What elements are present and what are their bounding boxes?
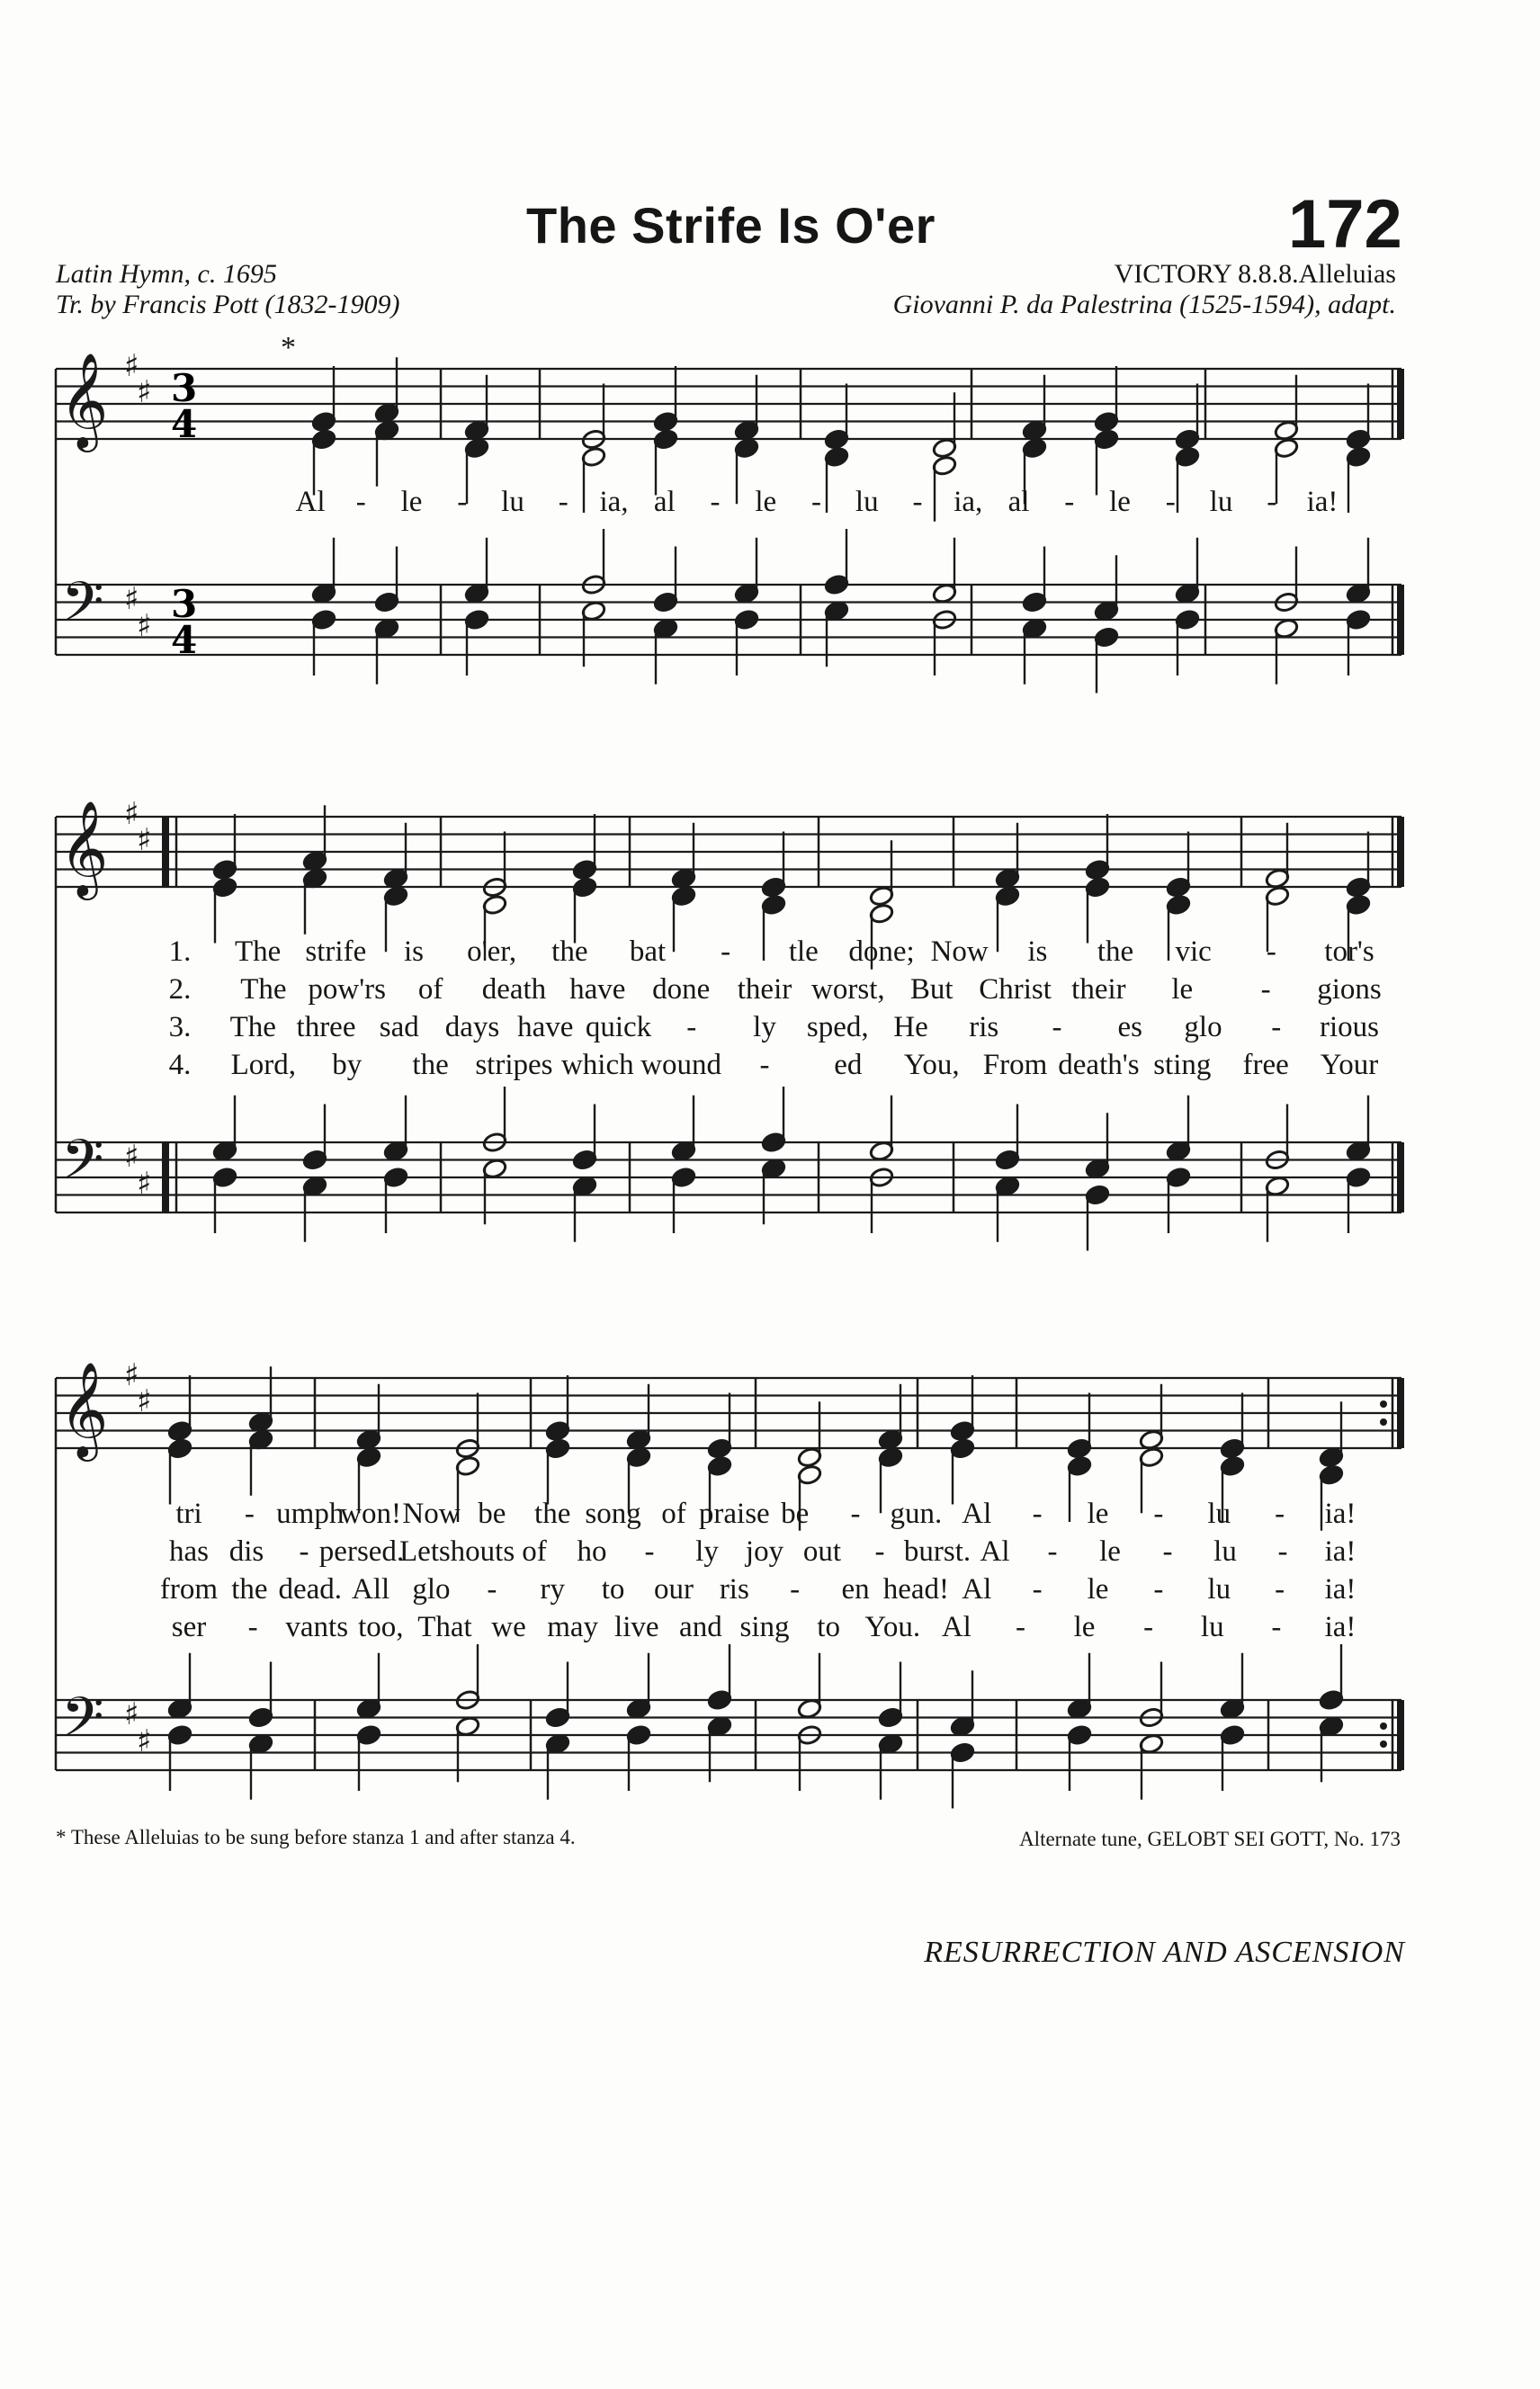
verse4-syllable: stripes <box>475 1049 553 1081</box>
verse4-syllable: death's <box>1058 1049 1140 1081</box>
verse3-syllable: He <box>893 1011 928 1043</box>
final-barline-thick <box>1397 1142 1404 1212</box>
verse1-syllable: of <box>661 1498 686 1530</box>
verse2-syllable: burst. <box>903 1535 971 1568</box>
sharp-sign: ♯ <box>137 608 152 644</box>
repeat-dot <box>1380 1722 1387 1730</box>
verse3-syllable: - <box>1052 1011 1062 1043</box>
verse1-syllable: be <box>478 1498 506 1530</box>
verse4-syllable: live <box>614 1611 659 1643</box>
verse3-syllable: our <box>653 1573 694 1606</box>
verse2-syllable: ia! <box>1324 1535 1356 1568</box>
verse3-syllable: glo <box>412 1573 451 1606</box>
verse3-syllable: The <box>229 1011 276 1043</box>
verse1-syllable: bat <box>629 935 667 968</box>
verse4-syllable: sing <box>739 1611 790 1643</box>
verse4-syllable: - <box>759 1049 770 1081</box>
treble-clef: 𝄞 <box>59 800 109 896</box>
verse4-syllable: You. <box>864 1611 921 1643</box>
verse1-syllable: The <box>235 935 282 968</box>
bass-clef: 𝄢 <box>61 1686 104 1763</box>
repeat-dot <box>1380 1400 1387 1408</box>
verse1-syllable: is <box>1027 935 1048 968</box>
verse2-syllable: their <box>1071 973 1126 1006</box>
verse2-syllable: le <box>1171 973 1194 1006</box>
verse3-syllable: the <box>231 1573 268 1606</box>
verse4-syllable: sting <box>1153 1049 1212 1081</box>
verse2-syllable: gions <box>1317 973 1382 1006</box>
alleluia-syllable: ia, <box>954 486 983 518</box>
final-barline-thick <box>1397 369 1404 439</box>
verse1-syllable: won! <box>340 1498 402 1530</box>
verse1-syllable: - <box>1275 1498 1285 1530</box>
verse1-syllable: lu <box>1207 1498 1231 1530</box>
verse2-syllable: le <box>1099 1535 1121 1568</box>
time-signature-top: 3 <box>171 582 198 626</box>
verse1-syllable: umph <box>276 1498 345 1530</box>
verse3-syllable: lu <box>1207 1573 1231 1606</box>
verse3-syllable: - <box>1032 1573 1043 1606</box>
verse2-syllable: 2. <box>168 973 192 1006</box>
verse2-syllable: - <box>1260 973 1271 1006</box>
verse3-syllable: have <box>517 1011 574 1043</box>
verse3-syllable: days <box>444 1011 500 1043</box>
verse3-syllable: - <box>487 1573 497 1606</box>
verse4-syllable: Your <box>1320 1049 1379 1081</box>
composer-credit: Giovanni P. da Palestrina (1525-1594), adapt. <box>892 290 1396 319</box>
sharp-sign: ♯ <box>137 822 152 858</box>
final-barline-thick <box>1397 1378 1404 1448</box>
section-heading: RESURRECTION AND ASCENSION <box>924 1936 1405 1969</box>
verse2-syllable: of <box>522 1535 547 1568</box>
verse1-syllable: 1. <box>168 935 192 968</box>
verse4-syllable: - <box>1271 1611 1282 1643</box>
alleluia-syllable: lu <box>855 486 879 518</box>
verse2-syllable: done <box>652 973 711 1006</box>
verse1-syllable: Al <box>962 1498 992 1530</box>
verse4-syllable: free <box>1242 1049 1289 1081</box>
verse4-syllable: le <box>1073 1611 1096 1643</box>
tune-meter: VICTORY 8.8.8.Alleluias <box>1114 259 1396 289</box>
verse1-syllable: o'er, <box>467 935 517 968</box>
verse1-syllable: strife <box>305 935 367 968</box>
alleluia-syllable: le <box>1109 486 1131 518</box>
time-signature-bottom: 4 <box>171 402 198 446</box>
verse2-syllable: lu <box>1213 1535 1237 1568</box>
verse3-syllable: ly <box>753 1011 776 1043</box>
alleluia-footnote: * These Alleluias to be sung before stanza 1 and after stanza 4. <box>56 1826 576 1848</box>
alleluia-syllable: - <box>1267 486 1277 518</box>
verse3-syllable: es <box>1117 1011 1142 1043</box>
bass-clef: 𝄢 <box>61 570 104 648</box>
verse3-syllable: head! <box>882 1573 950 1606</box>
verse4-syllable: the <box>412 1049 449 1081</box>
alleluia-syllable: - <box>811 486 821 518</box>
alleluia-syllable: Al <box>295 486 326 518</box>
verse2-syllable: Al <box>980 1535 1010 1568</box>
verse2-syllable: joy <box>745 1535 784 1568</box>
verse3-syllable: - <box>1275 1573 1285 1606</box>
verse1-syllable: - <box>721 935 731 968</box>
hymn-number: 172 <box>1288 186 1402 263</box>
verse2-syllable: death <box>481 973 547 1006</box>
final-barline-thick <box>1397 1700 1404 1770</box>
translator-credit: Tr. by Francis Pott (1832-1909) <box>56 290 400 319</box>
verse1-syllable: - <box>1266 935 1276 968</box>
verse4-syllable: - <box>1015 1611 1025 1643</box>
verse3-syllable: ry <box>540 1573 565 1606</box>
verse1-syllable: is <box>403 935 425 968</box>
verse4-syllable: Al <box>941 1611 971 1643</box>
verse1-syllable: ia! <box>1324 1498 1356 1530</box>
hymn-title: The Strife Is O'er <box>526 197 936 254</box>
verse2-syllable: The <box>240 973 287 1006</box>
verse2-syllable: Let <box>399 1535 439 1568</box>
verse3-syllable: ia! <box>1324 1573 1356 1606</box>
verse1-syllable: praise <box>698 1498 770 1530</box>
verse2-syllable: - <box>644 1535 655 1568</box>
verse1-syllable: the <box>1097 935 1134 968</box>
verse4-syllable: may <box>547 1611 599 1643</box>
alleluia-syllable: le <box>755 486 777 518</box>
verse1-syllable: - <box>1032 1498 1043 1530</box>
verse1-syllable: le <box>1087 1498 1109 1530</box>
verse2-syllable: - <box>1047 1535 1058 1568</box>
verse3-syllable: from <box>159 1573 219 1606</box>
verse1-syllable: tor's <box>1324 935 1374 968</box>
verse4-syllable: to <box>817 1611 840 1643</box>
verse4-syllable: wound <box>640 1049 722 1081</box>
alleluia-syllable: lu <box>501 486 524 518</box>
text-source: Latin Hymn, c. 1695 <box>56 259 277 289</box>
sharp-sign: ♯ <box>124 1139 139 1175</box>
verse3-syllable: rious <box>1320 1011 1379 1043</box>
verse3-syllable: ris <box>719 1573 749 1606</box>
verse2-syllable: shouts <box>438 1535 515 1568</box>
verse3-syllable: Al <box>962 1573 992 1606</box>
verse2-syllable: - <box>1162 1535 1173 1568</box>
verse2-syllable: worst, <box>811 973 885 1006</box>
alleluia-syllable: al <box>1007 486 1030 518</box>
final-barline-thick <box>1397 585 1404 655</box>
verse4-syllable: ia! <box>1324 1611 1356 1643</box>
sharp-sign: ♯ <box>137 374 152 410</box>
verse4-syllable: which <box>560 1049 634 1081</box>
verse3-syllable: 3. <box>168 1011 192 1043</box>
sharp-sign: ♯ <box>124 1696 139 1732</box>
treble-clef: 𝄞 <box>59 352 109 448</box>
verse4-syllable: vants <box>285 1611 349 1643</box>
verse1-syllable: - <box>1153 1498 1164 1530</box>
verse3-syllable: ris <box>969 1011 999 1043</box>
verse1-syllable: gun. <box>890 1498 943 1530</box>
alleluia-syllable: - <box>558 486 569 518</box>
verse4-syllable: From <box>982 1049 1048 1081</box>
repeat-barline-thick <box>162 817 169 887</box>
verse2-syllable: ly <box>695 1535 719 1568</box>
verse4-syllable: and <box>679 1611 722 1643</box>
verse1-syllable: tri <box>175 1498 202 1530</box>
verse4-syllable: Lord, <box>230 1049 297 1081</box>
footnote-asterisk: * <box>281 331 296 364</box>
sharp-sign: ♯ <box>137 1166 152 1202</box>
verse4-syllable: 4. <box>168 1049 192 1081</box>
verse2-syllable: - <box>299 1535 309 1568</box>
alleluia-syllable: - <box>1165 486 1176 518</box>
final-barline-thick <box>1397 817 1404 887</box>
verse2-syllable: have <box>569 973 626 1006</box>
verse4-syllable: too, <box>358 1611 404 1643</box>
verse2-syllable: dis <box>228 1535 264 1568</box>
alleluia-syllable: - <box>1064 486 1075 518</box>
verse2-syllable: - <box>874 1535 885 1568</box>
verse1-syllable: Now <box>930 935 989 968</box>
verse2-syllable: ho <box>577 1535 607 1568</box>
verse4-syllable: by <box>332 1049 363 1081</box>
alleluia-syllable: - <box>457 486 468 518</box>
sharp-sign: ♯ <box>124 348 139 384</box>
alleluia-syllable: al <box>653 486 676 518</box>
verse4-syllable: - <box>247 1611 258 1643</box>
alleluia-syllable: ia! <box>1306 486 1339 518</box>
verse1-syllable: done; <box>848 935 915 968</box>
verse4-syllable: That <box>417 1611 472 1643</box>
verse3-syllable: sad <box>379 1011 419 1043</box>
verse2-syllable: But <box>909 973 954 1006</box>
verse1-syllable: song <box>585 1498 641 1530</box>
verse1-syllable: the <box>551 935 588 968</box>
treble-clef: 𝄞 <box>59 1361 109 1457</box>
alleluia-syllable: le <box>400 486 423 518</box>
time-signature-bottom: 4 <box>171 618 198 662</box>
verse1-syllable: the <box>534 1498 571 1530</box>
verse3-syllable: three <box>296 1011 356 1043</box>
repeat-barline-thick <box>162 1142 169 1212</box>
verse2-syllable: Christ <box>979 973 1052 1006</box>
verse3-syllable: le <box>1087 1573 1109 1606</box>
verse1-syllable: Now <box>402 1498 461 1530</box>
verse4-syllable: ed <box>834 1049 863 1081</box>
verse2-syllable: their <box>737 973 792 1006</box>
verse2-syllable: persed. <box>318 1535 405 1568</box>
repeat-dot <box>1380 1418 1387 1426</box>
verse3-syllable: quick <box>585 1011 652 1043</box>
alleluia-syllable: - <box>912 486 923 518</box>
sharp-sign: ♯ <box>124 581 139 617</box>
sharp-sign: ♯ <box>124 796 139 832</box>
alleluia-syllable: - <box>355 486 366 518</box>
alleluia-syllable: ia, <box>599 486 629 518</box>
verse4-syllable: - <box>1143 1611 1154 1643</box>
alternate-tune-note: Alternate tune, GELOBT SEI GOTT, No. 173 <box>1019 1828 1401 1850</box>
verse3-syllable: All <box>352 1573 390 1606</box>
sharp-sign: ♯ <box>124 1357 139 1393</box>
verse2-syllable: - <box>1277 1535 1288 1568</box>
verse3-syllable: to <box>601 1573 625 1606</box>
sharp-sign: ♯ <box>137 1383 152 1419</box>
verse3-syllable: dead. <box>278 1573 343 1606</box>
verse3-syllable: glo <box>1184 1011 1222 1043</box>
verse2-syllable: out <box>802 1535 842 1568</box>
bass-clef: 𝄢 <box>61 1128 104 1205</box>
verse2-syllable: pow'rs <box>308 973 387 1006</box>
verse2-syllable: of <box>417 973 443 1006</box>
verse1-syllable: vic <box>1175 935 1212 968</box>
verse3-syllable: - <box>1153 1573 1164 1606</box>
verse4-syllable: lu <box>1200 1611 1224 1643</box>
verse4-syllable: ser <box>171 1611 207 1643</box>
sharp-sign: ♯ <box>137 1723 152 1759</box>
verse1-syllable: - <box>244 1498 255 1530</box>
alleluia-syllable: - <box>710 486 721 518</box>
verse1-syllable: tle <box>788 935 819 968</box>
alleluia-syllable: lu <box>1209 486 1233 518</box>
verse1-syllable: - <box>850 1498 861 1530</box>
verse1-syllable: be <box>781 1498 810 1530</box>
verse3-syllable: en <box>841 1573 870 1606</box>
verse3-syllable: sped, <box>806 1011 869 1043</box>
verse4-syllable: You, <box>903 1049 960 1081</box>
verse3-syllable: - <box>1271 1011 1282 1043</box>
verse3-syllable: - <box>790 1573 801 1606</box>
verse2-syllable: has <box>169 1535 209 1568</box>
time-signature-top: 3 <box>171 366 198 410</box>
verse3-syllable: - <box>686 1011 697 1043</box>
verse4-syllable: we <box>491 1611 526 1643</box>
repeat-dot <box>1380 1740 1387 1748</box>
